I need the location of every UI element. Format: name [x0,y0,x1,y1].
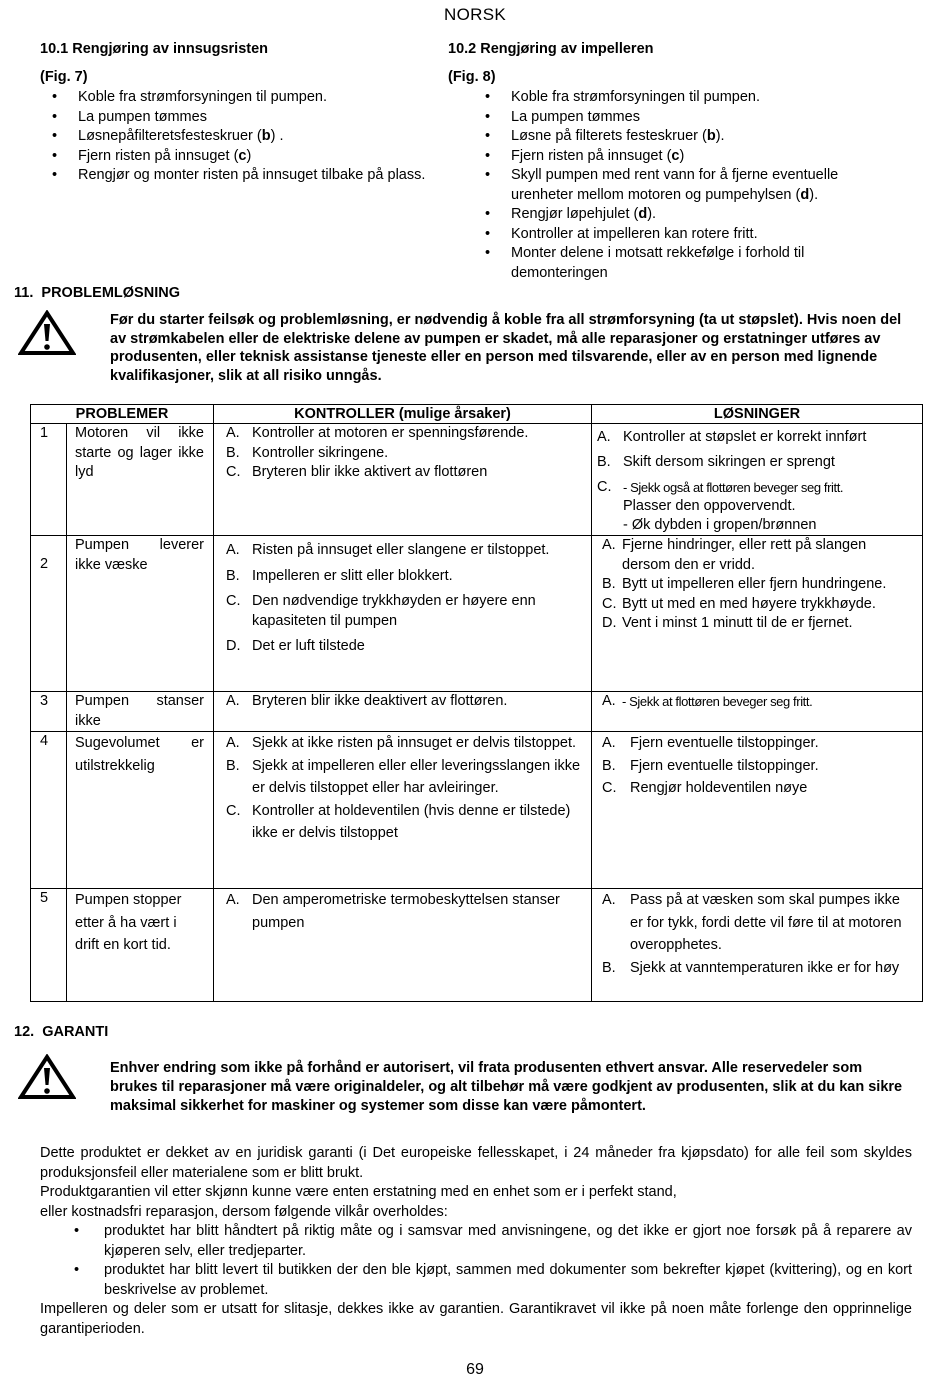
item-letter: C. [226,593,241,609]
list-item-text: produktet har blitt levert til butikken der den ble kjøpt, sammen med dokumenter som bekrefter kjøpet (kvittering), og en kort beskrivelse av problemet. [104,1262,912,1298]
item-letter: B. [226,757,240,774]
list-item: • La pumpen tømmes [52,108,207,125]
list-item: • Fjern risten på innsuget (c) [52,147,252,164]
item-text: Vent i minst 1 minutt til de er fjernet. [622,615,853,631]
list-item: • Kontroller at impelleren kan rotere fritt. [485,225,758,242]
solutions-cell [592,889,923,1002]
item-text: Fjern eventuelle tilstoppinger. [630,735,819,751]
item-text: Kontroller sikringene. [252,444,389,461]
list-item-text: Monter delene i motsatt rekkefølge i forhold til demonteringen [511,245,805,281]
item-letter: A. [602,537,616,553]
warning-icon [18,310,76,356]
row-number: 1 [31,424,67,536]
list-item-text: Rengjør og monter risten på innsuget tilbake på plass. [78,167,426,183]
item-text: Den amperometriske termobeskyttelsen stanser pumpen [252,892,560,931]
problem-cell: Pumpen stanser ikke [67,692,214,732]
item-text: Bryteren blir ikke aktivert av flottøren [252,464,488,480]
troubleshooting-warning-text: Før du starter feilsøk og problemløsning, er nødvendig å koble fra all strømforsyning (ta ut støpslet). Hvis noen del av strømkabelen eller de elektriske delene av pumpen er skadet, må alle reparasjoner og erstatninger utføres av produsenten, eller teknisk assistanse tjeneste eller en person med tilsvarende, eller av en person med lignende kvalifikasjoner, slik at all risiko unngås. [110,312,902,384]
item-letter: B. [226,444,240,461]
problem-cell: Sugevolumet er utilstrekkelig [67,732,214,889]
table-row [31,536,923,692]
table-row [31,692,923,732]
item-text: Plasser den oppovervendt. [623,498,796,514]
item-letter: B. [602,959,616,976]
item-text: Skift dersom sikringen er sprengt [623,454,835,470]
list-item: • Fjern risten på innsuget (c) [485,147,685,164]
row-number: 3 [31,692,67,732]
list-item: • Skyll pumpen med rent vann for å fjerne eventuelle urenheter mellom motoren og pumpehylsen (d). [485,167,839,203]
item-text: Sjekk at ikke risten på innsuget er delvis tilstoppet. [252,735,576,751]
problem-cell: Pumpen leverer ikke væske [67,536,214,692]
list-item: • Rengjør og monter risten på innsuget tilbake på plass. [52,167,426,183]
item-text: Kontroller at støpslet er korrekt innført [623,429,867,445]
section-11-title: 11. PROBLEMLØSNING [14,285,180,301]
row-number: 4 [31,732,67,889]
list-item-text: Koble fra strømforsyningen til pumpen. [511,89,761,105]
page-header: NORSK [444,5,506,24]
list-item: • Løsne på filterets festeskruer (b). [485,128,725,144]
item-text: Bytt ut med en med høyere trykkhøyde. [622,595,876,612]
item-letter: A. [602,892,616,908]
table-header-row [31,405,923,424]
item-letter: B. [602,757,616,774]
item-letter: A. [597,429,611,445]
item-text: Kontroller at holdeventilen (hvis denne er tilstede) ikke er delvis tilstoppet [252,802,571,841]
list-item-text: Rengjør løpehjulet (d). [511,206,657,222]
checks-cell [214,692,592,732]
table-row [31,732,923,889]
list-item-text: Koble fra strømforsyningen til pumpen. [78,89,328,105]
list-item: • Koble fra strømforsyningen til pumpen. [485,89,761,105]
section-10-2-title: 10.2 Rengjøring av impelleren [448,41,654,57]
checks-cell [214,889,592,1002]
section-10-1-list [52,88,430,186]
problem-cell: Motoren vil ikke starte og lager ikke lyd [67,424,214,536]
item-text: Impelleren er slitt eller blokkert. [252,567,453,584]
item-letter: D. [602,615,617,631]
list-item: • Rengjør løpehjulet (d). [485,206,657,222]
solutions-cell [592,732,923,889]
item-letter: B. [226,567,240,584]
checks-cell [214,424,592,536]
list-item: • Koble fra strømforsyningen til pumpen. [52,89,328,105]
item-letter: B. [602,576,616,592]
list-item-text: La pumpen tømmes [511,108,640,125]
guarantee-paragraph: Produktgarantien vil etter skjønn kunne være enten erstatning med en enhet som er i perfekt stand, [40,1184,677,1200]
section-12-title: 12. GARANTI [14,1024,109,1040]
solutions-cell [592,424,923,536]
section-10-2-fig: (Fig. 8) [448,69,496,85]
warning-icon [18,1054,76,1100]
item-letter: A. [226,735,240,751]
item-text: Bytt ut impelleren eller fjern hundringene. [622,576,887,592]
item-text: Det er luft tilstede [252,638,365,654]
item-letter: B. [597,454,611,470]
item-letter: A. [602,693,616,709]
row-number: 2 [31,536,67,692]
section-10-1-title: 10.1 Rengjøring av innsugsristen [40,41,269,57]
item-letter: A. [226,542,240,558]
item-letter: A. [226,425,240,441]
header-solutions: LØSNINGER [592,405,923,424]
guarantee-paragraph: Impelleren og deler som er utsatt for slitasje, dekkes ikke av garantien. Garantikravet vil ikke på noen måte forlenge den opprinnelige garantiperioden. [40,1301,912,1337]
header-checks: KONTROLLER (mulige årsaker) [214,405,592,424]
checks-cell [214,536,592,692]
solutions-cell [592,692,923,732]
item-text: - Sjekk også at flottøren beveger seg fritt. [623,480,844,495]
item-letter: C. [226,802,241,819]
list-item-text: Fjern risten på innsuget (c) [511,147,685,164]
guarantee-warning-text: Enhver endring som ikke på forhånd er autorisert, vil frata produsenten ethvert ansvar. Alle reservedeler som brukes til reparasjoner må være originaldeler, og alt tilbehør må være godkjent av produsenten, slik at du kan sikre maksimal sikkerhet for maskiner og systemer som disse kan være påmontert. [110,1060,903,1114]
item-text: Risten på innsuget eller slangene er tilstoppet. [252,542,550,558]
list-item-text: Kontroller at impelleren kan rotere fritt. [511,225,758,242]
section-10-2-list [485,88,896,283]
list-item: • produktet har blitt levert til butikken der den ble kjøpt, sammen med dokumenter som bekrefter kjøpet (kvittering), og en kort beskrivelse av problemet. [74,1262,912,1298]
guarantee-paragraph: Dette produktet er dekket av en juridisk garanti (i Det europeiske fellesskapet, i 24 måneder fra kjøpsdato) for alle feil som skyldes produksjonsfeil eller materialene som er blitt brukt. [40,1145,912,1181]
item-text: Rengjør holdeventilen nøye [630,780,808,796]
list-item-text: La pumpen tømmes [78,108,207,125]
header-problems: PROBLEMER [31,405,214,424]
item-letter: C. [602,780,617,796]
list-item-text: Skyll pumpen med rent vann for å fjerne eventuelle urenheter mellom motoren og pumpehylsen (d). [511,167,839,203]
checks-cell [214,732,592,889]
item-text: Bryteren blir ikke deaktivert av flottøren. [252,693,508,709]
row-number: 5 [31,889,67,1002]
troubleshooting-table [30,404,923,1002]
item-text: - Sjekk at flottøren beveger seg fritt. [622,694,813,709]
list-item: • Løsnepåfilteretsfesteskruer (b) . [52,128,284,144]
item-letter: A. [226,892,240,908]
item-text: Pass på at væsken som skal pumpes ikke er for tykk, fordi dette vil føre til at motoren overopphetes. [630,892,902,953]
item-text: - Øk dybden i gropen/brønnen [623,517,817,533]
item-text: Sjekk at impelleren eller eller leveringsslangen ikke er delvis tilstoppet eller har avleiringer. [252,757,581,796]
table-row [31,424,923,536]
item-letter: C. [602,595,617,612]
item-text: Fjerne hindringer, eller rett på slangen dersom den er vridd. [622,537,867,573]
guarantee-conditions-list [40,1222,912,1300]
item-letter: D. [226,638,241,654]
section-10-1-fig: (Fig. 7) [40,69,88,85]
list-item-text: Fjern risten på innsuget (c) [78,147,252,164]
item-text: Sjekk at vanntemperaturen ikke er for høy [630,959,900,976]
item-letter: A. [602,735,616,751]
list-item: • Monter delene i motsatt rekkefølge i forhold til demonteringen [485,245,805,281]
solutions-cell [592,536,923,692]
item-letter: C. [226,464,241,480]
list-item-text: produktet har blitt håndtert på riktig måte og i samsvar med anvisningene, og det ikke er gjort noe forsøk på å reparere av kjøperen selv, eller tredjeparter. [104,1223,912,1259]
list-item: • produktet har blitt håndtert på riktig måte og i samsvar med anvisningene, og det ikke er gjort noe forsøk på å reparere av kjøperen selv, eller tredjeparter. [74,1223,912,1259]
page-number: 69 [466,1361,484,1378]
item-letter: A. [226,693,240,709]
problem-cell: Pumpen stopper etter å ha vært i drift en kort tid. [67,889,214,1002]
item-letter: C. [597,479,612,495]
item-text: Fjern eventuelle tilstoppinger. [630,757,819,774]
item-text: Den nødvendige trykkhøyden er høyere enn kapasiteten til pumpen [252,593,536,629]
guarantee-body [40,1144,912,1339]
list-item-text: Løsne på filterets festeskruer (b). [511,128,725,144]
list-item: • La pumpen tømmes [485,108,640,125]
item-text: Kontroller at motoren er spenningsførende. [252,425,529,441]
list-item-text: Løsnepåfilteretsfesteskruer (b) . [78,128,284,144]
guarantee-paragraph: eller kostnadsfri reparasjon, dersom følgende vilkår overholdes: [40,1203,448,1220]
table-row [31,889,923,1002]
